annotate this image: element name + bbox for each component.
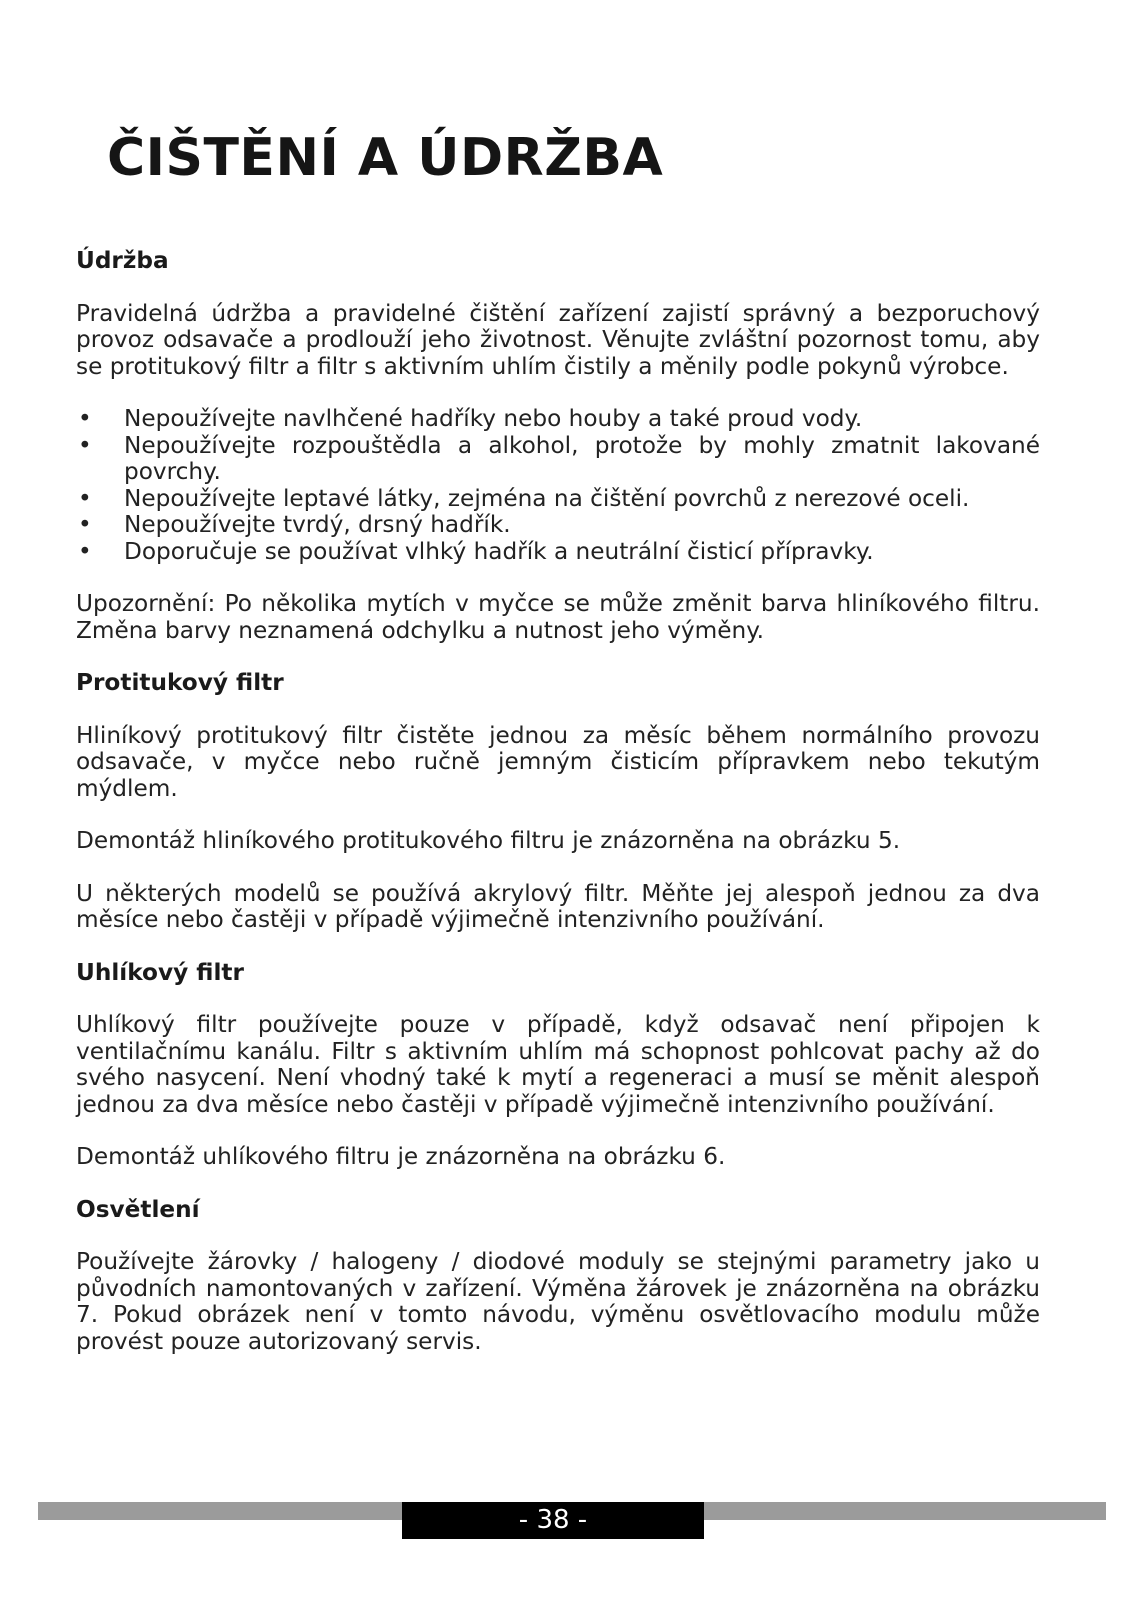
list-item: • Nepoužívejte rozpouštědla a alkohol, protože by mohly zmatnit lakované povrchy. <box>76 433 1040 486</box>
section-heading: Osvětlení <box>76 1195 200 1223</box>
paragraph: Demontáž hliníkového protitukového filtru je znázorněna na obrázku 5. <box>76 827 901 854</box>
warning-note: Upozornění: Po několika mytích v myčce se může změnit barva hliníkového filtru. Změna barvy neznamená odchylku a nutnost jeho výměny. <box>76 590 1040 644</box>
document-body <box>76 248 1040 1381</box>
paragraph: Uhlíkový filtr používejte pouze v případě, když odsavač není připojen k ventilačnímu kanálu. Filtr s aktivním uhlím má schopnost pohlcovat pachy až do svého nasycení. Není vhodný také k mytí a regeneraci a musí se měnit alespoň jednou za dva měsíce nebo častěji v případě výjimečně intenzivního používání. <box>76 1011 1040 1118</box>
bullet-list <box>76 406 1040 565</box>
section-grease-filter <box>76 670 1040 934</box>
paragraph: Používejte žárovky / halogeny / diodové moduly se stejnými parametry jako u původních namontovaných v zařízení. Výměna žárovek je znázorněna na obrázku 7. Pokud obrázek není v tomto návodu, výměnu osvětlovacího modulu může provést pouze autorizovaný servis. <box>76 1248 1040 1355</box>
paragraph: Hliníkový protitukový filtr čistěte jednou za měsíc během normálního provozu odsavače, v myčce nebo ručně jemným čisticím přípravkem nebo tekutým mýdlem. <box>76 721 1040 802</box>
list-item: • Nepoužívejte leptavé látky, zejména na čištění povrchů z nerezové oceli. <box>76 486 1040 513</box>
section-maintenance <box>76 248 1040 644</box>
section-heading: Protitukový filtr <box>76 669 284 696</box>
list-item: • Nepoužívejte navlhčené hadříky nebo houby a také proud vody. <box>76 406 1040 433</box>
list-item: • Nepoužívejte tvrdý, drsný hadřík. <box>76 512 1040 539</box>
page-number: - 38 - <box>402 1502 704 1539</box>
section-heading: Údržba <box>76 247 169 274</box>
section-carbon-filter <box>76 960 1040 1171</box>
paragraph: U některých modelů se používá akrylový filtr. Měňte jej alespoň jednou za dva měsíce nebo častěji v případě výjimečně intenzivního používání. <box>76 879 1040 933</box>
section-heading: Uhlíkový filtr <box>76 958 244 986</box>
list-item: • Doporučuje se používat vlhký hadřík a neutrální čisticí přípravky. <box>76 539 1040 566</box>
paragraph: Demontáž uhlíkového filtru je znázorněna na obrázku 6. <box>76 1143 726 1170</box>
page-title: ČIŠTĚNÍ A ÚDRŽBA <box>107 128 664 188</box>
paragraph: Pravidelná údržba a pravidelné čištění zařízení zajistí správný a bezporuchový provoz odsavače a prodlouží jeho životnost. Věnujte zvláštní pozornost tomu, aby se protitukový filtr a filtr s aktivním uhlím čistily a měnily podle pokynů výrobce. <box>76 299 1040 380</box>
section-lighting <box>76 1197 1040 1356</box>
